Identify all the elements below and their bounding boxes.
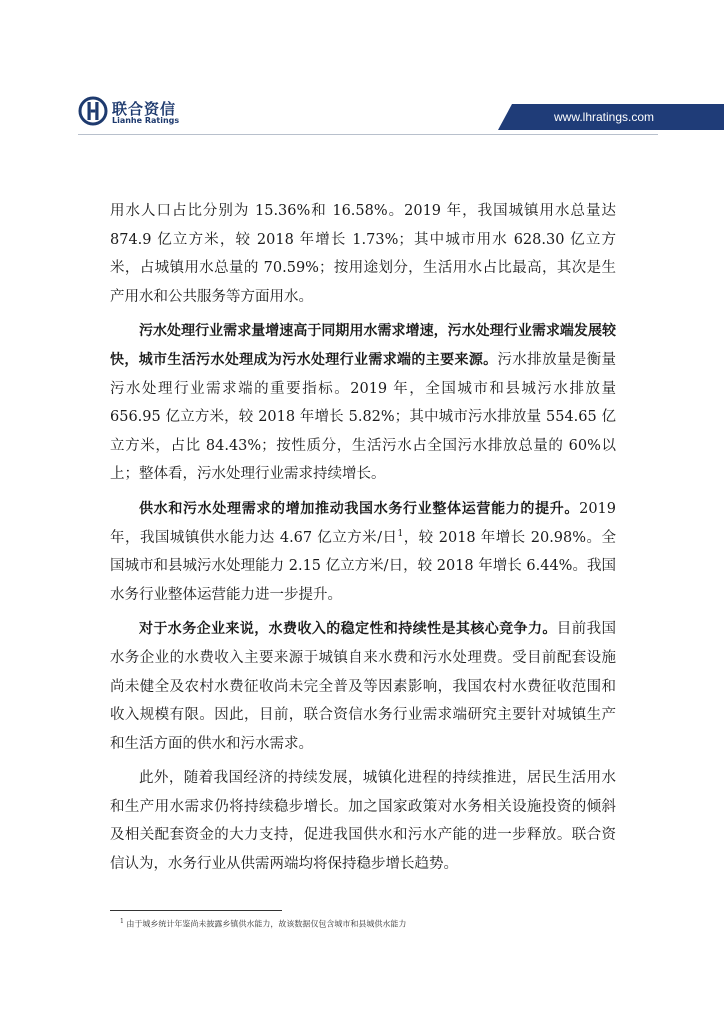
paragraph-revenue: [110, 615, 616, 758]
paragraph-text: 目前我国水务企业的水费收入主要来源于城镇自来水费和污水处理费。受目前配套设施尚未健全及农村水费征收尚未完全普及等因素影响，我国农村水费征收范围和收入规模有限。因此，目前，联合资信水务行业需求端研究主要针对城镇生产和生活方面的供水和污水需求。: [110, 621, 616, 752]
website-url[interactable]: www.lhratings.com: [554, 110, 655, 124]
paragraph-text: 2019 年，我国城镇供水能力达 4.67 亿立方米/日: [110, 500, 616, 546]
logo-english-name: Lianhe Ratings: [112, 116, 180, 125]
footnote: [120, 918, 406, 930]
header-divider: [78, 134, 658, 135]
paragraph-lead: 污水处理行业需求量增速高于同期用水需求增速，污水处理行业需求端发展较快，城市生活污水处理成为污水处理行业需求端的主要来源。: [110, 323, 616, 368]
paragraph-text-tail: ，较 2018 年增长 20.98%。全国城市和县城污水处理能力 2.15 亿立方米/日，较 2018 年增长 6.44%。我国水务行业整体运营能力进一步提升。: [110, 529, 616, 603]
lianhe-logo-icon: [78, 96, 108, 126]
paragraph-text: 污水排放量是衡量污水处理行业需求端的重要指标。2019 年，全国城市和县城污水排放量 656.95 亿立方米，较 2018 年增长 5.82%；其中城市污水排放量 554.65 亿立方米，占比 84.43%；按性质分，生活污水占全国污水排放总量的 60%以上；整体看，污水处理行业需求持续增长。: [110, 351, 617, 483]
footnote-divider: [110, 910, 282, 911]
paragraph-text: 用水人口占比分别为 15.36%和 16.58%。2019 年，我国城镇用水总量达 874.9 亿立方米，较 2018 年增长 1.73%；其中城市用水 628.30 亿立方米，占城镇用水总量的 70.59%；按用途划分，生活用水占比最高，其次是生产用水和公共服务等方面用水。: [110, 203, 616, 305]
paragraph-outlook: [110, 764, 616, 878]
footnote-reference[interactable]: 1: [397, 528, 404, 539]
page-header: [0, 0, 724, 140]
paragraph-sewage-demand: [110, 317, 616, 489]
paragraph-lead: 对于水务企业来说，水费收入的稳定性和持续性是其核心竞争力。: [139, 621, 557, 638]
footnote-number: 1: [120, 918, 124, 925]
logo-chinese-name: 联合资信: [112, 100, 177, 118]
paragraph-water-usage: [110, 197, 616, 311]
body-text: [110, 197, 616, 885]
lianhe-logo: [78, 96, 188, 130]
paragraph-capacity: [110, 495, 616, 609]
paragraph-lead: 供水和污水处理需求的增加推动我国水务行业整体运营能力的提升。: [139, 500, 580, 517]
paragraph-text: 此外，随着我国经济的持续发展，城镇化进程的持续推进，居民生活用水和生产用水需求仍将持续稳步增长。加之国家政策对水务相关设施投资的倾斜及相关配套资金的大力支持，促进我国供水和污水产能的进一步释放。联合资信认为，水务行业从供需两端均将保持稳步增长趋势。: [110, 770, 616, 873]
footnote-text: 由于城乡统计年鉴尚未披露乡镇供水能力，故该数据仅包含城市和县城供水能力: [126, 919, 407, 929]
